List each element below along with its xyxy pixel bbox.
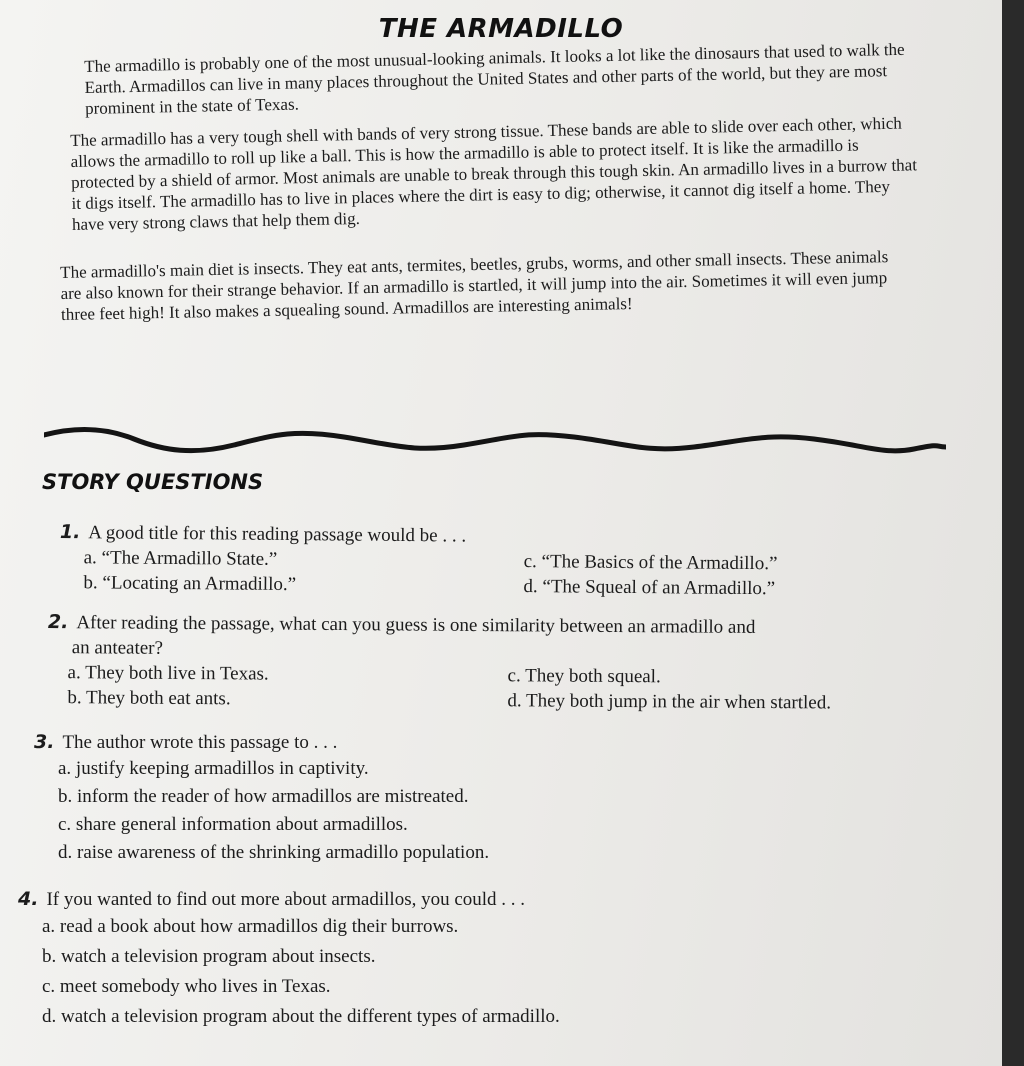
question-4-stem [18,887,898,912]
option-c: c. meet somebody who lives in Texas. [42,976,331,997]
question-number: 2. [47,611,69,634]
option-a: a. justify keeping armadillos in captivity. [58,758,369,779]
question-number: 3. [34,731,55,753]
wavy-divider [44,425,946,465]
option-a: a. read a book about how armadillos dig their burrows. [42,916,459,937]
question-number: 4. [18,888,39,910]
option-a: a. They both live in Texas. [67,662,269,685]
passage-paragraph-2: The armadillo has a very tough shell with bands of very strong tissue. These bands are able to slide over each other, which allows the armadillo to roll up like a ball. This is how the armadillo is able to protect itself. It is like the armadillo is protected by a shield of armor. Most animals are unable to break through this tough skin. An armadillo lives in a burrow that it digs itself. The armadillo has to live in places where the dirt is easy to dig; otherwise, it cannot dig itself a home. They have very strong claws that help them dig. [70,113,918,234]
page-title: THE ARMADILLO [378,14,624,44]
question-text: A good title for this reading passage would be . . . [88,522,467,547]
question-3 [34,730,914,867]
option-a: a. “The Armadillo State.” [83,547,278,570]
question-1 [59,520,940,603]
option-b: b. watch a television program about insects. [42,946,376,967]
question-2 [47,610,928,716]
story-questions-heading: STORY QUESTIONS [42,470,264,494]
option-c: c. “The Basics of the Armadillo.” [523,551,778,575]
question-number: 1. [59,520,81,544]
option-d: d. raise awareness of the shrinking armadillo population. [58,842,490,863]
question-2-stem-continued: an anteater? [71,637,164,659]
question-1-options [83,545,939,602]
option-d: d. watch a television program about the different types of armadillo. [42,1006,560,1027]
option-c: c. share general information about armadillos. [58,814,408,835]
question-text: If you wanted to find out more about armadillos, you could . . . [46,889,526,910]
question-text: After reading the passage, what can you guess is one similarity between an armadillo and [76,612,756,638]
option-d: d. “The Squeal of an Armadillo.” [523,576,776,600]
question-2-options [67,660,927,716]
option-c: c. They both squeal. [507,665,661,688]
passage-paragraph-1: The armadillo is probably one of the most unusual-looking animals. It looks a lot like the dinosaurs that used to walk the Earth. Armadillos can live in many places throughout the United States and other parts of the world, but they are most prominent in the state of Texas. [84,39,905,118]
question-3-stem [34,730,914,755]
option-b: b. “Locating an Armadillo.” [83,572,297,596]
question-text: The author wrote this passage to . . . [62,732,338,753]
passage-paragraph-3: The armadillo's main diet is insects. They eat ants, termites, beetles, grubs, worms, and other small insects. These animals are also known for their strange behavior. If an armadillo is startled, it will jump into the air. Sometimes it will even jump three feet high! It also makes a squealing sound. Armadillos are interesting animals! [60,247,889,324]
option-d: d. They both jump in the air when startled. [507,690,832,714]
option-b: b. inform the reader of how armadillos are mistreated. [58,786,469,807]
question-4 [18,887,898,1032]
option-b: b. They both eat ants. [67,687,231,710]
